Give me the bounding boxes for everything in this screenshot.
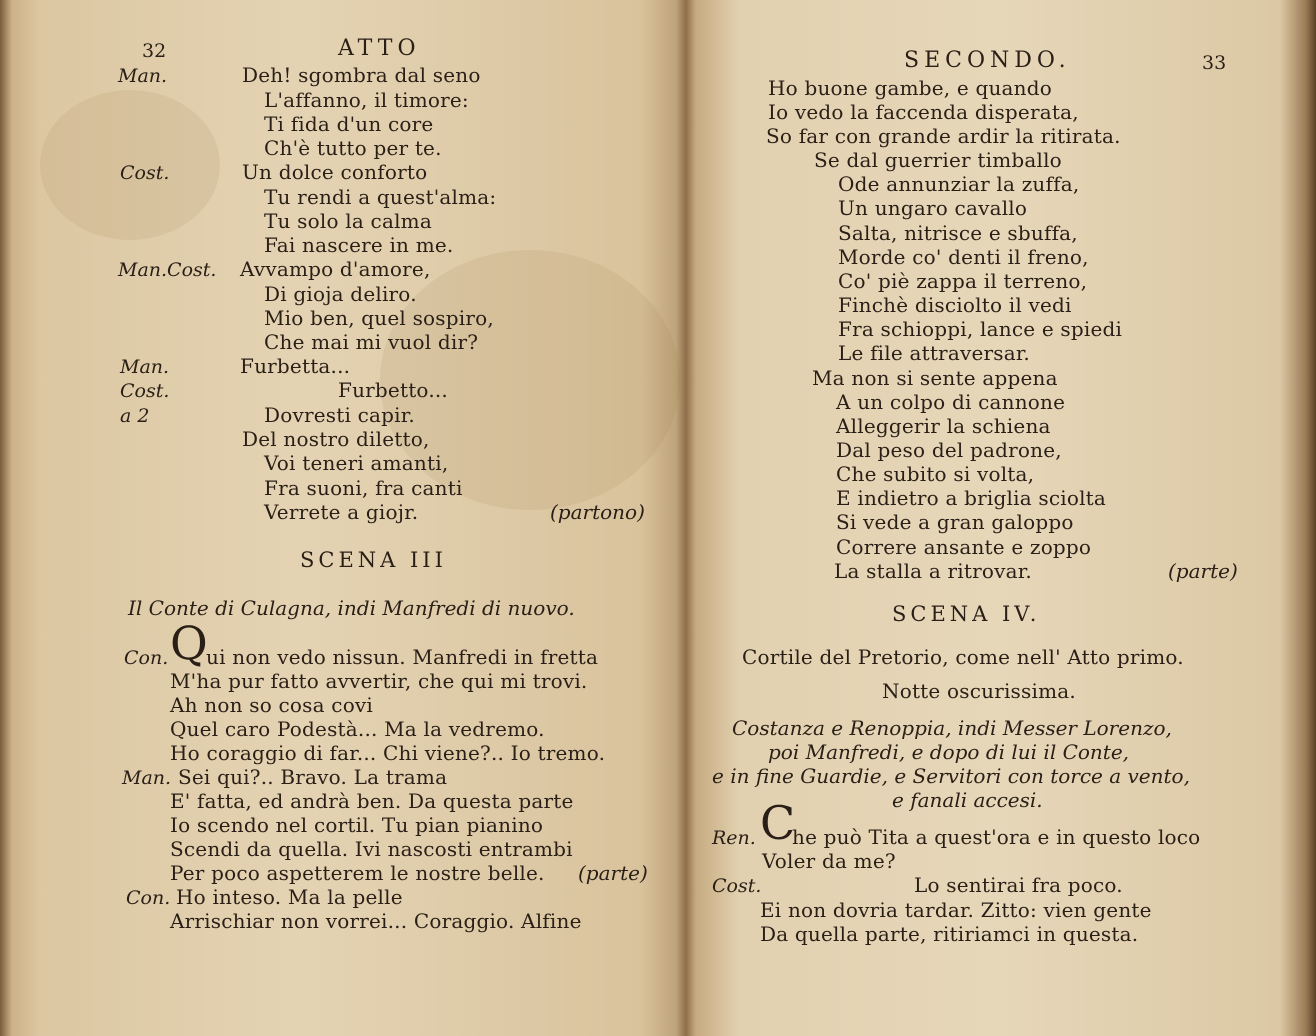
scene-direction-line: e in fine Guardie, e Servitori con torce a vento, bbox=[712, 764, 1190, 788]
dialogue-line: Scendi da quella. Ivi nascosti entrambi bbox=[170, 837, 573, 861]
verse-line: Tu rendi a quest'alma: bbox=[264, 185, 497, 209]
dialogue-line: M'ha pur fatto avvertir, che qui mi trovi. bbox=[170, 669, 588, 693]
dialogue-line: Ho inteso. Ma la pelle bbox=[176, 885, 403, 909]
dialogue-line: Io scendo nel cortil. Tu pian pianino bbox=[170, 813, 544, 837]
dialogue-line: Per poco aspetterem le nostre belle. bbox=[170, 861, 545, 885]
verse-line: Mio ben, quel sospiro, bbox=[264, 306, 494, 330]
verse-line: A un colpo di cannone bbox=[836, 390, 1066, 414]
dialogue-line: Ah non so cosa covi bbox=[170, 693, 374, 717]
speaker: Man.Cost. bbox=[118, 259, 217, 281]
dialogue-line: E' fatta, ed andrà ben. Da questa parte bbox=[170, 789, 574, 813]
scene-direction-line: poi Manfredi, e dopo di lui il Conte, bbox=[768, 740, 1130, 764]
scene-title: SCENA IV. bbox=[892, 602, 1041, 626]
verse-line: Alleggerir la schiena bbox=[836, 414, 1051, 438]
verse-line: Se dal guerrier timballo bbox=[814, 148, 1062, 172]
dialogue-line: Ho coraggio di far... Chi viene?.. Io tremo. bbox=[170, 741, 606, 765]
running-head: ATTO bbox=[338, 36, 421, 61]
verse-line: Dovresti capir. bbox=[264, 403, 415, 427]
drop-cap: C bbox=[760, 796, 796, 850]
verse-line: Salta, nitrisce e sbuffa, bbox=[838, 221, 1078, 245]
scene-direction: Il Conte di Culagna, indi Manfredi di nuovo. bbox=[128, 596, 575, 620]
verse-line: Co' piè zappa il terreno, bbox=[838, 269, 1088, 293]
verse-line: So far con grande ardir la ritirata. bbox=[766, 124, 1121, 148]
speaker: Man. bbox=[120, 356, 170, 378]
verse-line: Che subito si volta, bbox=[836, 462, 1035, 486]
speaker: Man. bbox=[118, 65, 168, 87]
dialogue-line: Voler da me? bbox=[762, 849, 896, 873]
verse-line: Un dolce conforto bbox=[242, 160, 428, 184]
verse-line: Ti fida d'un core bbox=[264, 112, 434, 136]
speaker: Man. bbox=[122, 767, 172, 789]
verse-line: E indietro a briglia sciolta bbox=[836, 486, 1107, 510]
dialogue-line: Sei qui?.. Bravo. La trama bbox=[178, 765, 448, 789]
verse-line: L'affanno, il timore: bbox=[264, 88, 469, 112]
scene-title: SCENA III bbox=[300, 548, 447, 572]
speaker: Cost. bbox=[712, 875, 762, 897]
verse-line: Ode annunziar la zuffa, bbox=[838, 172, 1080, 196]
verse-line: Fra schioppi, lance e spiedi bbox=[838, 317, 1123, 341]
speaker: Cost. bbox=[120, 162, 170, 184]
verse-line: Verrete a giojr. bbox=[264, 500, 419, 524]
verse-line: Fra suoni, fra canti bbox=[264, 476, 463, 500]
verse-line: Avvampo d'amore, bbox=[240, 257, 431, 281]
dialogue-line: Arrischiar non vorrei... Coraggio. Alfine bbox=[170, 909, 582, 933]
dialogue-line: he può Tita a quest'ora e in questo loco bbox=[792, 825, 1201, 849]
running-head: SECONDO. bbox=[904, 48, 1071, 73]
verse-line: Del nostro diletto, bbox=[242, 427, 430, 451]
verse-line: Si vede a gran galoppo bbox=[836, 510, 1074, 534]
verse-line: Voi teneri amanti, bbox=[264, 451, 449, 475]
stage-direction: (partono) bbox=[550, 500, 645, 524]
scene-time: Notte oscurissima. bbox=[882, 679, 1076, 703]
scene-direction-line: e fanali accesi. bbox=[892, 788, 1043, 812]
verse-line: Finchè disciolto il vedi bbox=[838, 293, 1072, 317]
drop-cap: Q bbox=[170, 616, 208, 670]
speaker: Con. bbox=[126, 887, 171, 909]
verse-line: Ho buone gambe, e quando bbox=[768, 76, 1053, 100]
scene-setting: Cortile del Pretorio, come nell' Atto primo. bbox=[742, 645, 1184, 669]
verse-line: Correre ansante e zoppo bbox=[836, 535, 1092, 559]
speaker: Con. bbox=[124, 647, 169, 669]
verse-line: Un ungaro cavallo bbox=[838, 196, 1028, 220]
verse-line: La stalla a ritrovar. bbox=[834, 559, 1032, 583]
dialogue-line: Da quella parte, ritiriamci in questa. bbox=[760, 922, 1139, 946]
stage-direction: (parte) bbox=[1168, 559, 1238, 583]
right-page bbox=[688, 0, 1316, 1036]
verse-line: Io vedo la faccenda disperata, bbox=[768, 100, 1079, 124]
page-number: 32 bbox=[142, 40, 167, 62]
verse-line: Ch'è tutto per te. bbox=[264, 136, 442, 160]
page-number: 33 bbox=[1202, 52, 1227, 74]
verse-line: Ma non si sente appena bbox=[812, 366, 1058, 390]
dialogue-line: Lo sentirai fra poco. bbox=[914, 873, 1123, 897]
verse-line: Deh! sgombra dal seno bbox=[242, 63, 481, 87]
verse-line: Morde co' denti il freno, bbox=[838, 245, 1089, 269]
scene-direction-line: Costanza e Renoppia, indi Messer Lorenzo, bbox=[732, 716, 1172, 740]
verse-line: Fai nascere in me. bbox=[264, 233, 454, 257]
verse-line: Di gioja deliro. bbox=[264, 282, 417, 306]
verse-line: Furbetta... bbox=[240, 354, 351, 378]
verse-line: Che mai mi vuol dir? bbox=[264, 330, 479, 354]
verse-line: Furbetto... bbox=[338, 378, 448, 402]
stage-direction: (parte) bbox=[578, 861, 648, 885]
speaker: a 2 bbox=[120, 405, 150, 427]
dialogue-line: Quel caro Podestà... Ma la vedremo. bbox=[170, 717, 545, 741]
dialogue-line: ui non vedo nissun. Manfredi in fretta bbox=[206, 645, 599, 669]
speaker: Cost. bbox=[120, 380, 170, 402]
dialogue-line: Ei non dovria tardar. Zitto: vien gente bbox=[760, 898, 1152, 922]
verse-line: Dal peso del padrone, bbox=[836, 438, 1062, 462]
verse-line: Le file attraversar. bbox=[838, 341, 1030, 365]
verse-line: Tu solo la calma bbox=[264, 209, 432, 233]
speaker: Ren. bbox=[712, 827, 756, 849]
